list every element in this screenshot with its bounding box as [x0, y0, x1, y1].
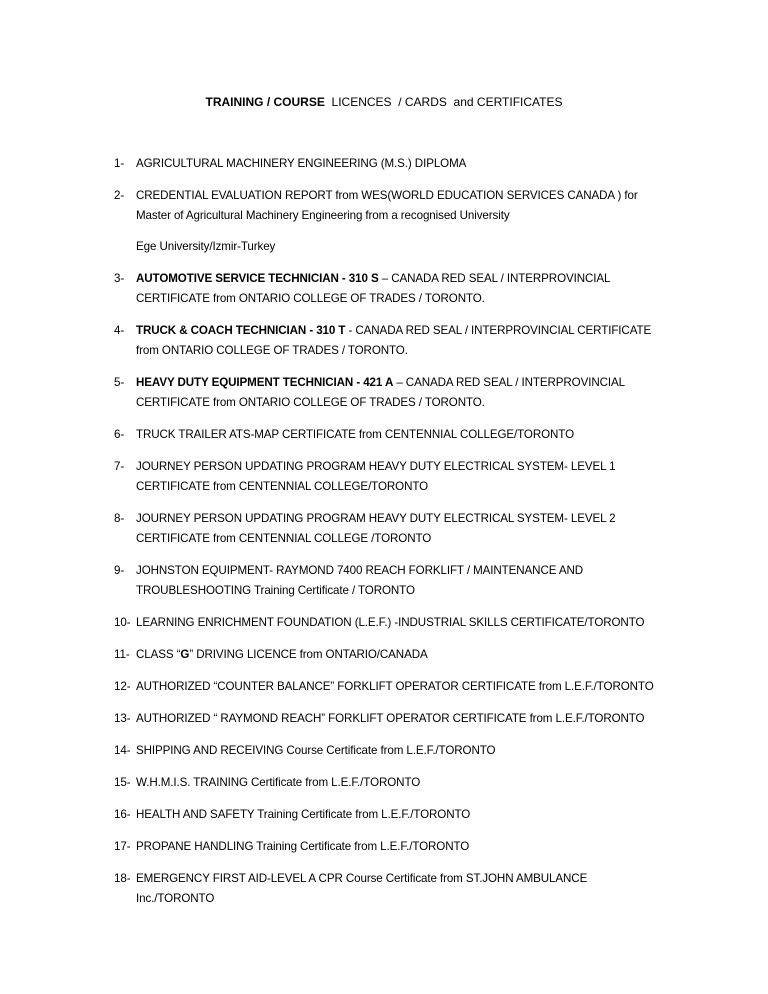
item-text-rest: ” DRIVING LICENCE from ONTARIO/CANADA: [189, 648, 428, 661]
item-number: 7-: [114, 460, 125, 473]
item-number: 4-: [114, 324, 125, 337]
item-number: 14-: [114, 744, 131, 757]
item-text-rest: – CANADA RED SEAL / INTERPROVINCIAL: [378, 272, 611, 285]
item-text: [136, 321, 674, 341]
item-text-bold: AUTOMOTIVE SERVICE TECHNICIAN - 310 S: [136, 272, 379, 285]
item-text: JOURNEY PERSON UPDATING PROGRAM HEAVY DUTY ELECTRICAL SYSTEM- LEVEL 2: [136, 512, 616, 525]
item-text-continued: CERTIFICATE from CENTENNIAL COLLEGE /TORONTO: [136, 532, 432, 545]
list-item: [114, 561, 674, 601]
item-text-extra: Ege University/Izmir-Turkey: [136, 240, 276, 253]
item-text-continued: Inc./TORONTO: [136, 892, 215, 905]
item-number: 13-: [114, 712, 131, 725]
item-text: [136, 269, 674, 289]
item-text: AGRICULTURAL MACHINERY ENGINEERING (M.S.) DIPLOMA: [136, 157, 467, 170]
item-text: TRUCK TRAILER ATS-MAP CERTIFICATE from CENTENNIAL COLLEGE/TORONTO: [136, 428, 575, 441]
list-item: [114, 425, 674, 445]
item-number: 10-: [114, 616, 131, 629]
item-number: 6-: [114, 428, 125, 441]
item-text-pre: CLASS “: [136, 648, 181, 661]
item-text: AUTHORIZED “COUNTER BALANCE” FORKLIFT OPERATOR CERTIFICATE from L.E.F./TORONTO: [136, 680, 654, 693]
list-item: [114, 645, 674, 665]
list-item: [114, 321, 674, 361]
list-item: [114, 869, 674, 909]
list-item: [114, 677, 674, 697]
item-text: W.H.M.I.S. TRAINING Certificate from L.E.F./TORONTO: [136, 776, 421, 789]
document-title: [0, 92, 768, 112]
item-number: 2-: [114, 189, 125, 202]
item-text: HEALTH AND SAFETY Training Certificate from L.E.F./TORONTO: [136, 808, 471, 821]
item-text-continued: CERTIFICATE from ONTARIO COLLEGE OF TRADES / TORONTO.: [136, 292, 485, 305]
item-text-bold: TRUCK & COACH TECHNICIAN - 310 T: [136, 324, 346, 337]
item-number: 18-: [114, 872, 131, 885]
item-text-continued: from ONTARIO COLLEGE OF TRADES / TORONTO.: [136, 344, 408, 357]
item-text-continued: Master of Agricultural Machinery Engineering from a recognised University: [136, 209, 510, 222]
item-text: [136, 373, 674, 393]
list-item: [114, 709, 674, 729]
list-item: [114, 773, 674, 793]
list-item: [114, 154, 674, 174]
list-item: [114, 805, 674, 825]
item-text: PROPANE HANDLING Training Certificate from L.E.F./TORONTO: [136, 840, 470, 853]
item-number: 9-: [114, 564, 125, 577]
list-item: [114, 741, 674, 761]
list-item: [114, 373, 674, 413]
item-text-rest: - CANADA RED SEAL / INTERPROVINCIAL CERTIFICATE: [345, 324, 652, 337]
item-text: JOURNEY PERSON UPDATING PROGRAM HEAVY DUTY ELECTRICAL SYSTEM- LEVEL 1: [136, 460, 616, 473]
list-item: [114, 186, 674, 257]
item-number: 15-: [114, 776, 131, 789]
item-number: 1-: [114, 157, 125, 170]
list-item: [114, 613, 674, 633]
certificate-list: [114, 154, 674, 921]
item-text-continued: CERTIFICATE from CENTENNIAL COLLEGE/TORONTO: [136, 480, 429, 493]
item-number: 5-: [114, 376, 125, 389]
item-number: 8-: [114, 512, 125, 525]
list-item: [114, 509, 674, 549]
item-text: SHIPPING AND RECEIVING Course Certificate from L.E.F./TORONTO: [136, 744, 496, 757]
item-number: 17-: [114, 840, 131, 853]
item-text: AUTHORIZED “ RAYMOND REACH” FORKLIFT OPERATOR CERTIFICATE from L.E.F./TORONTO: [136, 712, 645, 725]
item-text: EMERGENCY FIRST AID-LEVEL A CPR Course Certificate from ST.JOHN AMBULANCE: [136, 872, 588, 885]
item-text-bold: G: [180, 648, 190, 661]
item-text: JOHNSTON EQUIPMENT- RAYMOND 7400 REACH FORKLIFT / MAINTENANCE AND: [136, 564, 584, 577]
item-text-bold: HEAVY DUTY EQUIPMENT TECHNICIAN - 421 A: [136, 376, 394, 389]
list-item: [114, 837, 674, 857]
list-item: [114, 457, 674, 497]
item-number: 11-: [114, 648, 130, 661]
item-text: CREDENTIAL EVALUATION REPORT from WES(WORLD EDUCATION SERVICES CANADA ) for: [136, 189, 638, 202]
item-text: [136, 645, 674, 665]
item-number: 12-: [114, 680, 131, 693]
item-text-continued: TROUBLESHOOTING Training Certificate / TORONTO: [136, 584, 415, 597]
list-item: [114, 269, 674, 309]
item-number: 16-: [114, 808, 131, 821]
item-number: 3-: [114, 272, 125, 285]
document-title-rest: LICENCES / CARDS and CERTIFICATES: [324, 95, 563, 109]
item-text-continued: CERTIFICATE from ONTARIO COLLEGE OF TRADES / TORONTO.: [136, 396, 485, 409]
item-text-rest: – CANADA RED SEAL / INTERPROVINCIAL: [393, 376, 625, 389]
item-text: LEARNING ENRICHMENT FOUNDATION (L.E.F.) -INDUSTRIAL SKILLS CERTIFICATE/TORONTO: [136, 616, 645, 629]
document-title-bold: TRAINING / COURSE: [205, 95, 325, 109]
